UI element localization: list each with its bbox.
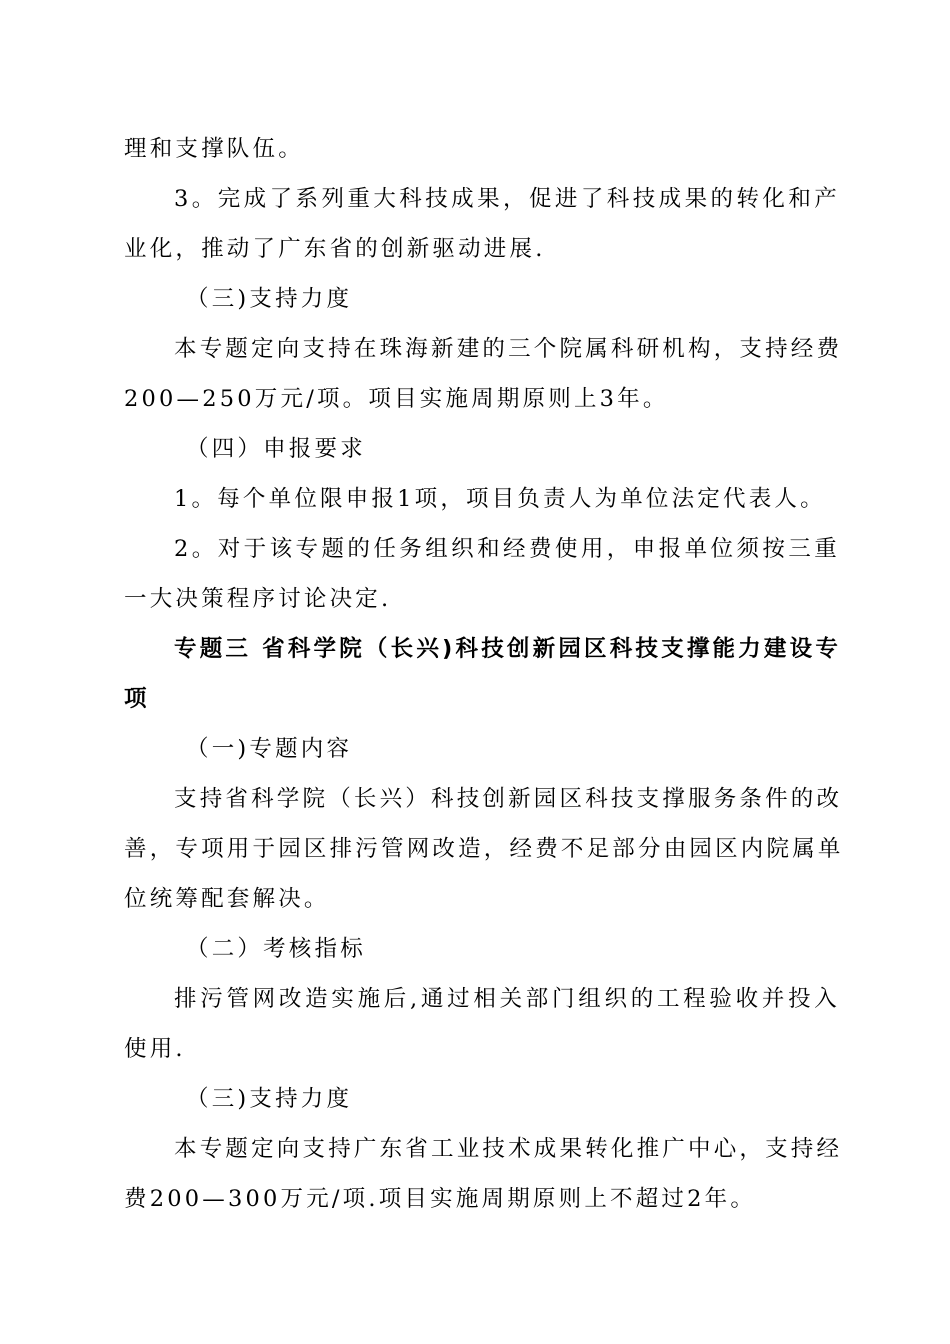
section-heading: （二）考核指标	[186, 936, 366, 962]
topic-title-continuation: 项	[124, 686, 150, 712]
section-heading: （四）申报要求	[186, 436, 366, 462]
body-text-line: 位统筹配套解决。	[124, 886, 330, 912]
body-text-line: 理和支撑队伍。	[124, 136, 304, 162]
body-text-line: 业化，推动了广东省的创新驱动进展.	[124, 236, 546, 262]
body-text-line: 使用.	[124, 1036, 186, 1062]
body-text-line: 一大决策程序讨论决定.	[124, 586, 392, 612]
body-text-line: 本专题定向支持广东省工业技术成果转化推广中心，支持经	[174, 1136, 843, 1162]
section-heading: （三)支持力度	[186, 1086, 353, 1112]
section-heading: （一)专题内容	[186, 736, 353, 762]
body-text-line: 排污管网改造实施后,通过相关部门组织的工程验收并投入	[174, 986, 840, 1012]
body-text-line: 200—250万元/项。项目实施周期原则上3年。	[124, 386, 669, 412]
body-text-line: 2。对于该专题的任务组织和经费使用，申报单位须按三重	[174, 536, 840, 562]
body-text-line: 支持省科学院（长兴）科技创新园区科技支撑服务条件的改	[174, 786, 843, 812]
body-text-line: 本专题定向支持在珠海新建的三个院属科研机构，支持经费	[174, 336, 843, 362]
body-text-line: 3。完成了系列重大科技成果，促进了科技成果的转化和产	[174, 186, 840, 212]
body-text-line: 善，专项用于园区排污管网改造，经费不足部分由园区内院属单	[124, 836, 844, 862]
body-text-line: 费200—300万元/项.项目实施周期原则上不超过2年。	[124, 1186, 757, 1212]
body-text-line: 1。每个单位限申报1项，项目负责人为单位法定代表人。	[174, 486, 826, 512]
topic-title: 专题三 省科学院（长兴)科技创新园区科技支撑能力建设专	[174, 636, 842, 662]
section-heading: （三)支持力度	[186, 286, 353, 312]
